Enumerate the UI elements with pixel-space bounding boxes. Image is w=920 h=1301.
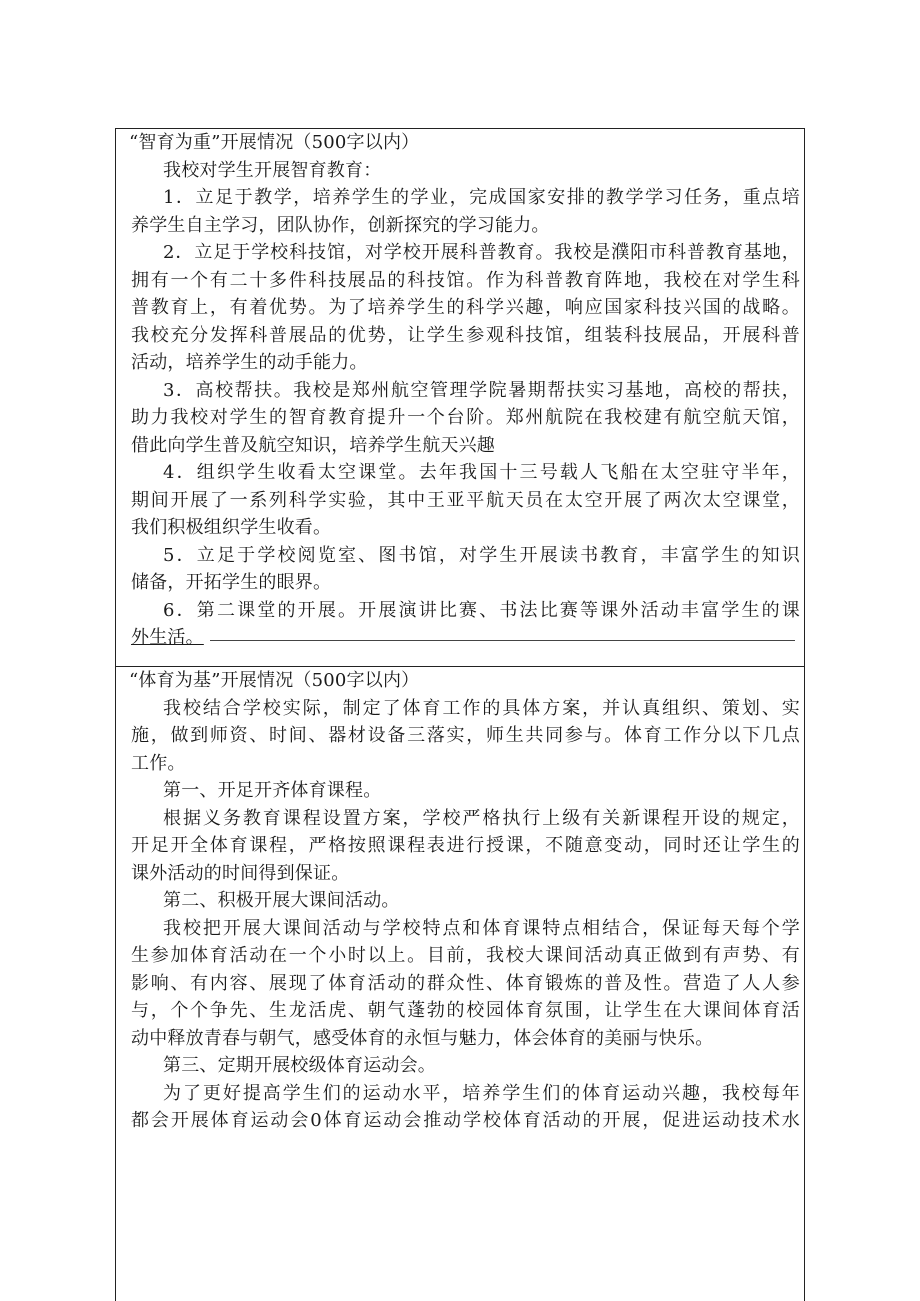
paragraph-line: 2．立足于学校科技馆，对学校开展科普教育。我校是濮阳市科普教育基地，: [163, 242, 800, 263]
paragraph-line: 4．组织学生收看太空课堂。去年我国十三号载人飞船在太空驻守半年，: [163, 462, 800, 483]
paragraph-line: 为了更好提高学生们的运动水平，培养学生们的体育运动兴趣，我校每年: [163, 1082, 800, 1104]
intellectual-education-body: [131, 157, 800, 625]
paragraph-line: 第三、定期开展校级体育运动会。: [163, 1055, 436, 1076]
paragraph-line: 借此向学生普及航空知识，培养学生航天兴趣: [131, 434, 495, 456]
paragraph-line: 我校把开展大课间活动与学校特点和体育课特点相结合，保证每天每个学: [163, 917, 800, 939]
paragraph-line: 第一、开足开齐体育课程。: [163, 780, 382, 801]
paragraph-line: 都会开展体育运动会0体育运动会推动学校体育活动的开展，促进运动技术水: [131, 1110, 800, 1131]
paragraph-line: 我校对学生开展智育教育：: [163, 159, 382, 181]
paragraph-line: 生参加体育活动在一个小时以上。目前，我校大课间活动真正做到有声势、有: [131, 945, 800, 966]
paragraph-line: 影响、有内容、展现了体育活动的群众性、体育锻炼的普及性。营造了人人参: [131, 972, 800, 994]
paragraph-line: 我们积极组织学生收看。: [131, 517, 332, 538]
intellectual-education-cell: [116, 129, 804, 667]
paragraph-line-last: [131, 624, 800, 652]
underline-rule: [210, 626, 795, 641]
paragraph-line: 课外活动的时间得到保证。: [131, 862, 350, 884]
paragraph-line: 储备，开拓学生的眼界。: [131, 572, 332, 593]
paragraph-line: 3．高校帮扶。我校是郑州航空管理学院暑期帮扶实习基地，高校的帮扶，: [163, 379, 800, 401]
paragraph-line: 与，个个争先、生龙活虎、朝气蓬勃的校园体育氛围，让学生在大课间体育活: [131, 1000, 800, 1021]
paragraph-line: 拥有一个有二十多件科技展品的科技馆。作为科普教育阵地，我校在对学生科: [131, 269, 800, 291]
paragraph-line: 工作。: [131, 752, 186, 774]
underlined-text: 外生活。: [131, 627, 204, 648]
paragraph-line: 第二、积极开展大课间活动。: [163, 890, 400, 911]
paragraph-line: 开足开全体育课程，严格按照课程表进行授课，不随意变动，同时还让学生的: [131, 835, 800, 856]
paragraph-line: 养学生自主学习，团队协作，创新探究的学习能力。: [131, 214, 550, 236]
paragraph-line: 5．立足于学校阅览室、图书馆，对学生开展读书教育，丰富学生的知识: [163, 544, 800, 566]
physical-education-body: [131, 695, 800, 1135]
paragraph-line: 活动，培养学生的动手能力。: [131, 352, 368, 373]
paragraph-line: 6．第二课堂的开展。开展演讲比赛、书法比赛等课外活动丰富学生的课: [163, 599, 800, 621]
paragraph-line: 我校充分发挥科普展品的优势，让学生参观科技馆，组装科技展品，开展科普: [131, 324, 800, 346]
physical-education-cell: [116, 667, 804, 1301]
paragraph-line: 我校结合学校实际，制定了体育工作的具体方案，并认真组织、策划、实: [163, 697, 800, 719]
section-heading-physical: “体育为基”开展情况（500字以内）: [129, 670, 420, 691]
paragraph-line: 助力我校对学生的智育教育提升一个台阶。郑州航院在我校建有航空航天馆，: [131, 407, 800, 428]
report-table: [115, 128, 805, 1301]
paragraph-line: 普教育上，有着优势。为了培养学生的科学兴趣，响应国家科技兴国的战略。: [131, 297, 800, 318]
paragraph-line: 根据义务教育课程设置方案，学校严格执行上级有关新课程开设的规定，: [163, 807, 800, 829]
paragraph-line: 1．立足于教学，培养学生的学业，完成国家安排的教学学习任务，重点培: [163, 187, 800, 208]
paragraph-line: 期间开展了一系列科学实验，其中王亚平航天员在太空开展了两次太空课堂，: [131, 489, 800, 511]
paragraph-line: 施，做到师资、时间、器材设备三落实，师生共同参与。体育工作分以下几点: [131, 725, 800, 746]
paragraph-line: 动中释放青春与朝气，感受体育的永恒与魅力，体会体育的美丽与快乐。: [131, 1027, 714, 1049]
section-heading-intellectual: “智育为重”开展情况（500字以内）: [129, 132, 420, 153]
